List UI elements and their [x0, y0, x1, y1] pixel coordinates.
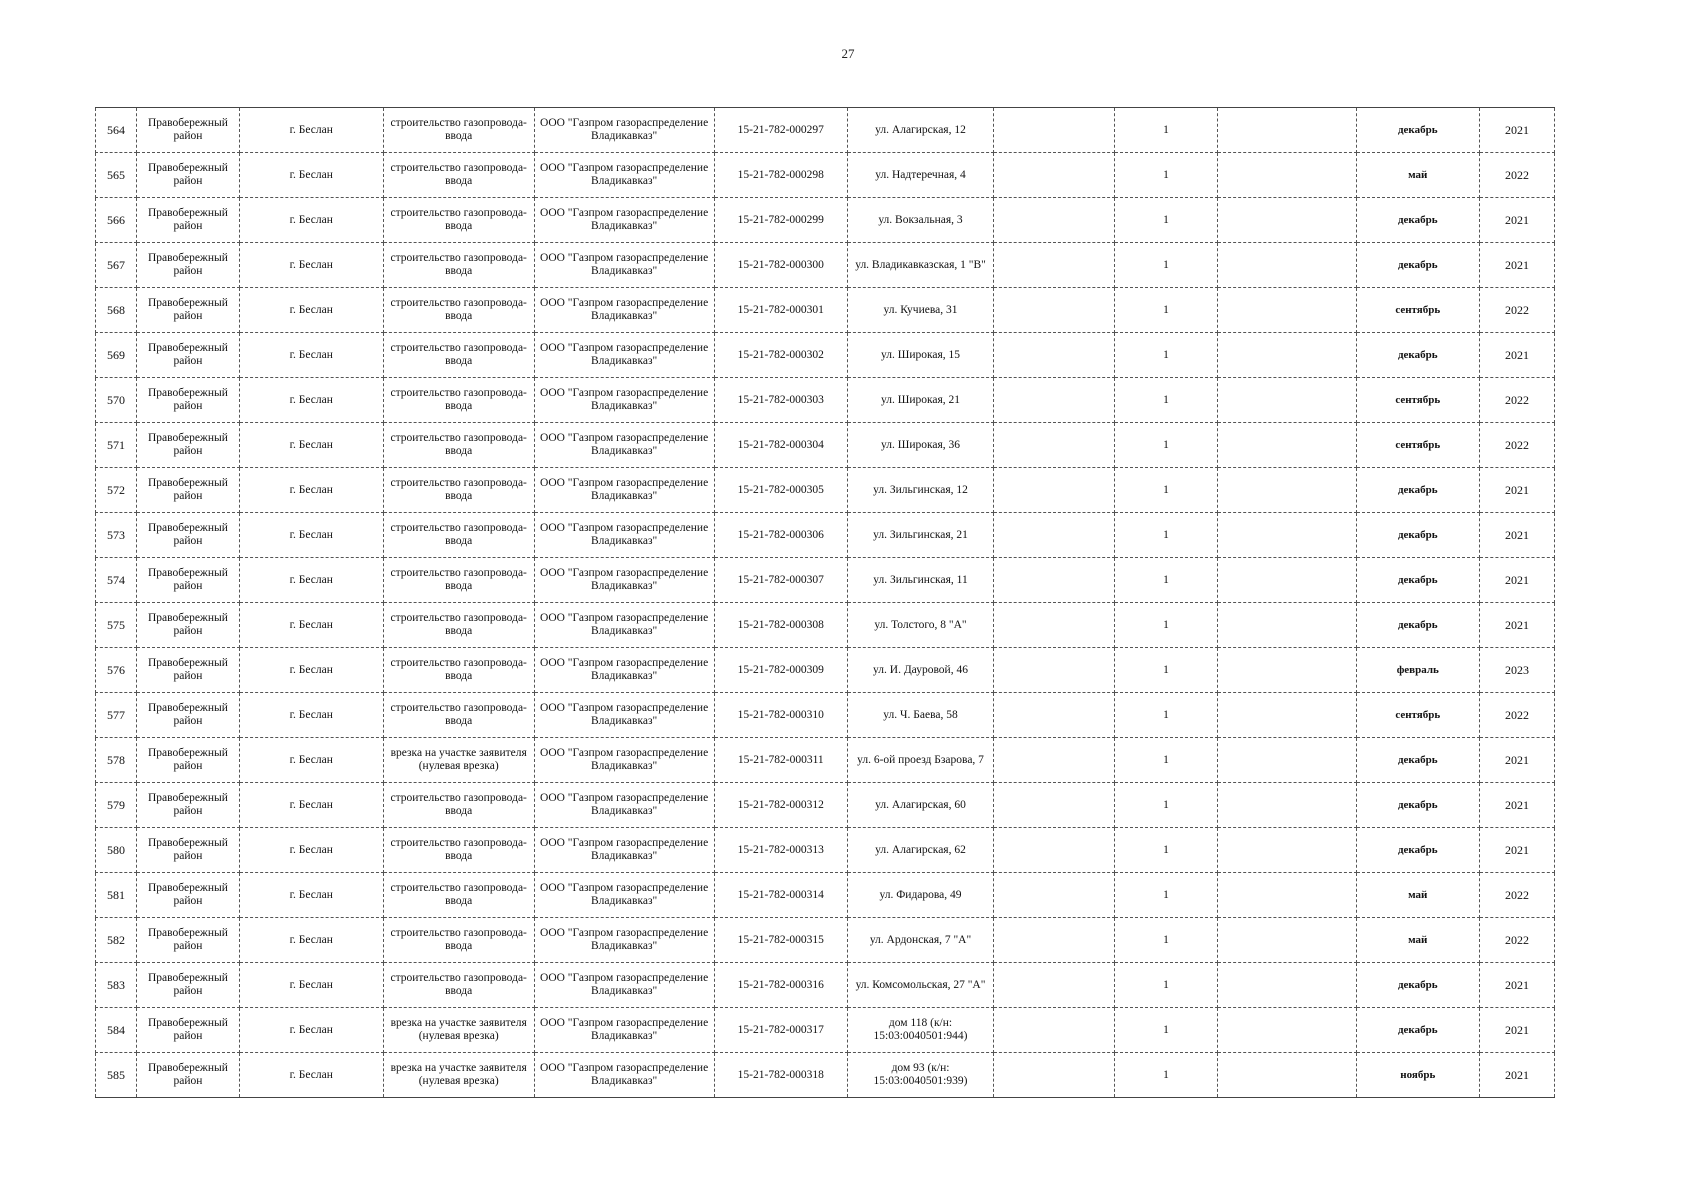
address-cell: ул. Ардонская, 7 "А"	[848, 918, 994, 963]
quantity-cell: 1	[1115, 423, 1218, 468]
empty-cell	[1217, 558, 1356, 603]
table-row	[96, 288, 1555, 333]
table-row	[96, 153, 1555, 198]
quantity-cell: 1	[1115, 648, 1218, 693]
settlement-cell: г. Беслан	[239, 468, 383, 513]
row-number-cell: 571	[96, 423, 137, 468]
empty-cell	[1217, 783, 1356, 828]
settlement-cell: г. Беслан	[239, 513, 383, 558]
quantity-cell: 1	[1115, 243, 1218, 288]
month-cell: май	[1356, 153, 1479, 198]
row-number-cell: 569	[96, 333, 137, 378]
row-number-cell: 582	[96, 918, 137, 963]
table-row	[96, 783, 1555, 828]
organization-cell: ООО "Газпром газораспределение Владикавказ"	[534, 378, 714, 423]
settlement-cell: г. Беслан	[239, 738, 383, 783]
organization-cell: ООО "Газпром газораспределение Владикавказ"	[534, 198, 714, 243]
registration-code-cell: 15-21-782-000318	[714, 1053, 848, 1098]
year-cell: 2021	[1479, 558, 1554, 603]
row-number-cell: 566	[96, 198, 137, 243]
organization-cell: ООО "Газпром газораспределение Владикавказ"	[534, 738, 714, 783]
registration-code-cell: 15-21-782-000317	[714, 1008, 848, 1053]
year-cell: 2022	[1479, 423, 1554, 468]
quantity-cell: 1	[1115, 558, 1218, 603]
quantity-cell: 1	[1115, 828, 1218, 873]
row-number-cell: 578	[96, 738, 137, 783]
registration-code-cell: 15-21-782-000306	[714, 513, 848, 558]
address-cell: ул. Алагирская, 12	[848, 108, 994, 153]
registration-code-cell: 15-21-782-000299	[714, 198, 848, 243]
quantity-cell: 1	[1115, 288, 1218, 333]
settlement-cell: г. Беслан	[239, 1008, 383, 1053]
district-cell: Правобережный район	[137, 828, 240, 873]
address-cell: ул. Фидарова, 49	[848, 873, 994, 918]
empty-cell	[1217, 918, 1356, 963]
empty-cell	[993, 693, 1114, 738]
month-cell: декабрь	[1356, 963, 1479, 1008]
work-type-cell: строительство газопровода-ввода	[383, 153, 534, 198]
address-cell: ул. Зильгинская, 21	[848, 513, 994, 558]
work-type-cell: врезка на участке заявителя (нулевая врезка)	[383, 1053, 534, 1098]
address-cell: ул. Вокзальная, 3	[848, 198, 994, 243]
address-cell: ул. И. Дауровой, 46	[848, 648, 994, 693]
empty-cell	[1217, 738, 1356, 783]
organization-cell: ООО "Газпром газораспределение Владикавказ"	[534, 423, 714, 468]
empty-cell	[1217, 333, 1356, 378]
registration-code-cell: 15-21-782-000298	[714, 153, 848, 198]
district-cell: Правобережный район	[137, 198, 240, 243]
quantity-cell: 1	[1115, 378, 1218, 423]
row-number-cell: 579	[96, 783, 137, 828]
registration-code-cell: 15-21-782-000314	[714, 873, 848, 918]
row-number-cell: 575	[96, 603, 137, 648]
empty-cell	[993, 783, 1114, 828]
table-row	[96, 423, 1555, 468]
empty-cell	[993, 378, 1114, 423]
district-cell: Правобережный район	[137, 1008, 240, 1053]
empty-cell	[993, 873, 1114, 918]
row-number-cell: 584	[96, 1008, 137, 1053]
month-cell: февраль	[1356, 648, 1479, 693]
empty-cell	[1217, 648, 1356, 693]
district-cell: Правобережный район	[137, 603, 240, 648]
organization-cell: ООО "Газпром газораспределение Владикавказ"	[534, 963, 714, 1008]
row-number-cell: 580	[96, 828, 137, 873]
empty-cell	[1217, 693, 1356, 738]
district-cell: Правобережный район	[137, 378, 240, 423]
month-cell: декабрь	[1356, 603, 1479, 648]
year-cell: 2023	[1479, 648, 1554, 693]
month-cell: май	[1356, 873, 1479, 918]
row-number-cell: 564	[96, 108, 137, 153]
organization-cell: ООО "Газпром газораспределение Владикавказ"	[534, 288, 714, 333]
settlement-cell: г. Беслан	[239, 288, 383, 333]
settlement-cell: г. Беслан	[239, 828, 383, 873]
district-cell: Правобережный район	[137, 243, 240, 288]
district-cell: Правобережный район	[137, 1053, 240, 1098]
table-row	[96, 333, 1555, 378]
quantity-cell: 1	[1115, 963, 1218, 1008]
work-type-cell: строительство газопровода-ввода	[383, 828, 534, 873]
work-type-cell: строительство газопровода-ввода	[383, 693, 534, 738]
table-row	[96, 108, 1555, 153]
empty-cell	[1217, 1053, 1356, 1098]
month-cell: сентябрь	[1356, 378, 1479, 423]
district-cell: Правобережный район	[137, 693, 240, 738]
empty-cell	[1217, 513, 1356, 558]
row-number-cell: 581	[96, 873, 137, 918]
district-cell: Правобережный район	[137, 108, 240, 153]
empty-cell	[993, 648, 1114, 693]
registration-code-cell: 15-21-782-000311	[714, 738, 848, 783]
row-number-cell: 585	[96, 1053, 137, 1098]
table-body	[96, 108, 1555, 1098]
address-cell: ул. 6-ой проезд Бзарова, 7	[848, 738, 994, 783]
year-cell: 2021	[1479, 1008, 1554, 1053]
row-number-cell: 567	[96, 243, 137, 288]
district-cell: Правобережный район	[137, 558, 240, 603]
year-cell: 2022	[1479, 873, 1554, 918]
row-number-cell: 577	[96, 693, 137, 738]
settlement-cell: г. Беслан	[239, 198, 383, 243]
empty-cell	[993, 603, 1114, 648]
gasification-register-table	[95, 107, 1555, 1098]
year-cell: 2021	[1479, 963, 1554, 1008]
work-type-cell: строительство газопровода-ввода	[383, 603, 534, 648]
quantity-cell: 1	[1115, 108, 1218, 153]
address-cell: ул. Зильгинская, 12	[848, 468, 994, 513]
year-cell: 2021	[1479, 828, 1554, 873]
year-cell: 2021	[1479, 468, 1554, 513]
district-cell: Правобережный район	[137, 423, 240, 468]
empty-cell	[1217, 153, 1356, 198]
month-cell: декабрь	[1356, 558, 1479, 603]
registration-code-cell: 15-21-782-000316	[714, 963, 848, 1008]
work-type-cell: строительство газопровода-ввода	[383, 198, 534, 243]
year-cell: 2021	[1479, 513, 1554, 558]
work-type-cell: строительство газопровода-ввода	[383, 378, 534, 423]
organization-cell: ООО "Газпром газораспределение Владикавказ"	[534, 1008, 714, 1053]
organization-cell: ООО "Газпром газораспределение Владикавказ"	[534, 693, 714, 738]
empty-cell	[1217, 243, 1356, 288]
year-cell: 2022	[1479, 378, 1554, 423]
year-cell: 2022	[1479, 693, 1554, 738]
row-number-cell: 568	[96, 288, 137, 333]
settlement-cell: г. Беслан	[239, 603, 383, 648]
organization-cell: ООО "Газпром газораспределение Владикавказ"	[534, 513, 714, 558]
year-cell: 2021	[1479, 783, 1554, 828]
empty-cell	[1217, 603, 1356, 648]
work-type-cell: строительство газопровода-ввода	[383, 918, 534, 963]
registration-code-cell: 15-21-782-000300	[714, 243, 848, 288]
row-number-cell: 576	[96, 648, 137, 693]
row-number-cell: 565	[96, 153, 137, 198]
work-type-cell: строительство газопровода-ввода	[383, 513, 534, 558]
table-row	[96, 918, 1555, 963]
year-cell: 2022	[1479, 918, 1554, 963]
registration-code-cell: 15-21-782-000297	[714, 108, 848, 153]
organization-cell: ООО "Газпром газораспределение Владикавказ"	[534, 558, 714, 603]
year-cell: 2021	[1479, 1053, 1554, 1098]
month-cell: декабрь	[1356, 198, 1479, 243]
empty-cell	[1217, 873, 1356, 918]
settlement-cell: г. Беслан	[239, 783, 383, 828]
empty-cell	[993, 1008, 1114, 1053]
empty-cell	[1217, 423, 1356, 468]
registration-code-cell: 15-21-782-000313	[714, 828, 848, 873]
year-cell: 2021	[1479, 108, 1554, 153]
quantity-cell: 1	[1115, 693, 1218, 738]
work-type-cell: врезка на участке заявителя (нулевая врезка)	[383, 1008, 534, 1053]
work-type-cell: строительство газопровода-ввода	[383, 288, 534, 333]
empty-cell	[993, 468, 1114, 513]
month-cell: сентябрь	[1356, 288, 1479, 333]
table-row	[96, 693, 1555, 738]
address-cell: дом 93 (к/н: 15:03:0040501:939)	[848, 1053, 994, 1098]
year-cell: 2021	[1479, 243, 1554, 288]
address-cell: ул. Алагирская, 60	[848, 783, 994, 828]
month-cell: декабрь	[1356, 333, 1479, 378]
year-cell: 2021	[1479, 738, 1554, 783]
settlement-cell: г. Беслан	[239, 153, 383, 198]
district-cell: Правобережный район	[137, 918, 240, 963]
work-type-cell: строительство газопровода-ввода	[383, 558, 534, 603]
quantity-cell: 1	[1115, 153, 1218, 198]
month-cell: декабрь	[1356, 738, 1479, 783]
empty-cell	[993, 108, 1114, 153]
district-cell: Правобережный район	[137, 513, 240, 558]
empty-cell	[993, 558, 1114, 603]
organization-cell: ООО "Газпром газораспределение Владикавказ"	[534, 1053, 714, 1098]
row-number-cell: 572	[96, 468, 137, 513]
district-cell: Правобережный район	[137, 873, 240, 918]
organization-cell: ООО "Газпром газораспределение Владикавказ"	[534, 648, 714, 693]
month-cell: декабрь	[1356, 108, 1479, 153]
organization-cell: ООО "Газпром газораспределение Владикавказ"	[534, 783, 714, 828]
month-cell: декабрь	[1356, 828, 1479, 873]
address-cell: ул. Комсомольская, 27 "А"	[848, 963, 994, 1008]
address-cell: ул. Широкая, 36	[848, 423, 994, 468]
work-type-cell: строительство газопровода-ввода	[383, 783, 534, 828]
month-cell: сентябрь	[1356, 693, 1479, 738]
quantity-cell: 1	[1115, 333, 1218, 378]
table-row	[96, 378, 1555, 423]
empty-cell	[993, 333, 1114, 378]
work-type-cell: строительство газопровода-ввода	[383, 648, 534, 693]
address-cell: ул. Зильгинская, 11	[848, 558, 994, 603]
organization-cell: ООО "Газпром газораспределение Владикавказ"	[534, 828, 714, 873]
quantity-cell: 1	[1115, 918, 1218, 963]
empty-cell	[993, 513, 1114, 558]
row-number-cell: 570	[96, 378, 137, 423]
settlement-cell: г. Беслан	[239, 243, 383, 288]
organization-cell: ООО "Газпром газораспределение Владикавказ"	[534, 333, 714, 378]
quantity-cell: 1	[1115, 468, 1218, 513]
year-cell: 2022	[1479, 288, 1554, 333]
registration-code-cell: 15-21-782-000310	[714, 693, 848, 738]
empty-cell	[993, 738, 1114, 783]
district-cell: Правобережный район	[137, 738, 240, 783]
year-cell: 2021	[1479, 198, 1554, 243]
table-row	[96, 1008, 1555, 1053]
empty-cell	[993, 288, 1114, 333]
month-cell: декабрь	[1356, 468, 1479, 513]
registration-code-cell: 15-21-782-000301	[714, 288, 848, 333]
district-cell: Правобережный район	[137, 468, 240, 513]
table-row	[96, 198, 1555, 243]
quantity-cell: 1	[1115, 1008, 1218, 1053]
work-type-cell: строительство газопровода-ввода	[383, 873, 534, 918]
quantity-cell: 1	[1115, 513, 1218, 558]
row-number-cell: 573	[96, 513, 137, 558]
work-type-cell: врезка на участке заявителя (нулевая врезка)	[383, 738, 534, 783]
table-row	[96, 513, 1555, 558]
row-number-cell: 574	[96, 558, 137, 603]
year-cell: 2021	[1479, 333, 1554, 378]
registration-code-cell: 15-21-782-000303	[714, 378, 848, 423]
table-row	[96, 243, 1555, 288]
registration-code-cell: 15-21-782-000309	[714, 648, 848, 693]
quantity-cell: 1	[1115, 873, 1218, 918]
month-cell: сентябрь	[1356, 423, 1479, 468]
empty-cell	[993, 1053, 1114, 1098]
empty-cell	[993, 963, 1114, 1008]
empty-cell	[993, 918, 1114, 963]
row-number-cell: 583	[96, 963, 137, 1008]
district-cell: Правобережный район	[137, 288, 240, 333]
empty-cell	[1217, 963, 1356, 1008]
work-type-cell: строительство газопровода-ввода	[383, 108, 534, 153]
empty-cell	[1217, 828, 1356, 873]
quantity-cell: 1	[1115, 738, 1218, 783]
settlement-cell: г. Беслан	[239, 558, 383, 603]
empty-cell	[1217, 288, 1356, 333]
year-cell: 2021	[1479, 603, 1554, 648]
district-cell: Правобережный район	[137, 783, 240, 828]
registration-code-cell: 15-21-782-000312	[714, 783, 848, 828]
settlement-cell: г. Беслан	[239, 873, 383, 918]
settlement-cell: г. Беслан	[239, 918, 383, 963]
organization-cell: ООО "Газпром газораспределение Владикавказ"	[534, 243, 714, 288]
settlement-cell: г. Беслан	[239, 423, 383, 468]
address-cell: ул. Ч. Баева, 58	[848, 693, 994, 738]
address-cell: ул. Надтеречная, 4	[848, 153, 994, 198]
table-row	[96, 828, 1555, 873]
empty-cell	[993, 198, 1114, 243]
empty-cell	[1217, 378, 1356, 423]
table-row	[96, 648, 1555, 693]
district-cell: Правобережный район	[137, 153, 240, 198]
table-row	[96, 558, 1555, 603]
settlement-cell: г. Беслан	[239, 648, 383, 693]
empty-cell	[1217, 468, 1356, 513]
month-cell: декабрь	[1356, 1008, 1479, 1053]
month-cell: декабрь	[1356, 243, 1479, 288]
settlement-cell: г. Беслан	[239, 1053, 383, 1098]
district-cell: Правобережный район	[137, 333, 240, 378]
table-row	[96, 963, 1555, 1008]
month-cell: май	[1356, 918, 1479, 963]
work-type-cell: строительство газопровода-ввода	[383, 963, 534, 1008]
address-cell: ул. Широкая, 15	[848, 333, 994, 378]
work-type-cell: строительство газопровода-ввода	[383, 468, 534, 513]
empty-cell	[993, 153, 1114, 198]
settlement-cell: г. Беслан	[239, 108, 383, 153]
work-type-cell: строительство газопровода-ввода	[383, 423, 534, 468]
address-cell: дом 118 (к/н: 15:03:0040501:944)	[848, 1008, 994, 1053]
settlement-cell: г. Беслан	[239, 333, 383, 378]
empty-cell	[1217, 198, 1356, 243]
table-row	[96, 468, 1555, 513]
empty-cell	[993, 243, 1114, 288]
quantity-cell: 1	[1115, 783, 1218, 828]
table-row	[96, 1053, 1555, 1098]
address-cell: ул. Алагирская, 62	[848, 828, 994, 873]
organization-cell: ООО "Газпром газораспределение Владикавказ"	[534, 108, 714, 153]
table-row	[96, 603, 1555, 648]
empty-cell	[1217, 108, 1356, 153]
organization-cell: ООО "Газпром газораспределение Владикавказ"	[534, 153, 714, 198]
organization-cell: ООО "Газпром газораспределение Владикавказ"	[534, 918, 714, 963]
registration-code-cell: 15-21-782-000308	[714, 603, 848, 648]
address-cell: ул. Владикавказская, 1 "В"	[848, 243, 994, 288]
registration-code-cell: 15-21-782-000304	[714, 423, 848, 468]
month-cell: ноябрь	[1356, 1053, 1479, 1098]
table-row	[96, 873, 1555, 918]
empty-cell	[993, 828, 1114, 873]
registration-code-cell: 15-21-782-000302	[714, 333, 848, 378]
organization-cell: ООО "Газпром газораспределение Владикавказ"	[534, 468, 714, 513]
settlement-cell: г. Беслан	[239, 693, 383, 738]
district-cell: Правобережный район	[137, 648, 240, 693]
organization-cell: ООО "Газпром газораспределение Владикавказ"	[534, 873, 714, 918]
settlement-cell: г. Беслан	[239, 963, 383, 1008]
district-cell: Правобережный район	[137, 963, 240, 1008]
work-type-cell: строительство газопровода-ввода	[383, 243, 534, 288]
quantity-cell: 1	[1115, 198, 1218, 243]
organization-cell: ООО "Газпром газораспределение Владикавказ"	[534, 603, 714, 648]
settlement-cell: г. Беслан	[239, 378, 383, 423]
address-cell: ул. Широкая, 21	[848, 378, 994, 423]
quantity-cell: 1	[1115, 603, 1218, 648]
quantity-cell: 1	[1115, 1053, 1218, 1098]
registration-code-cell: 15-21-782-000315	[714, 918, 848, 963]
address-cell: ул. Толстого, 8 "А"	[848, 603, 994, 648]
address-cell: ул. Кучиева, 31	[848, 288, 994, 333]
year-cell: 2022	[1479, 153, 1554, 198]
registration-code-cell: 15-21-782-000305	[714, 468, 848, 513]
month-cell: декабрь	[1356, 513, 1479, 558]
work-type-cell: строительство газопровода-ввода	[383, 333, 534, 378]
table-row	[96, 738, 1555, 783]
empty-cell	[993, 423, 1114, 468]
empty-cell	[1217, 1008, 1356, 1053]
page-number: 27	[841, 46, 855, 61]
registration-code-cell: 15-21-782-000307	[714, 558, 848, 603]
month-cell: декабрь	[1356, 783, 1479, 828]
